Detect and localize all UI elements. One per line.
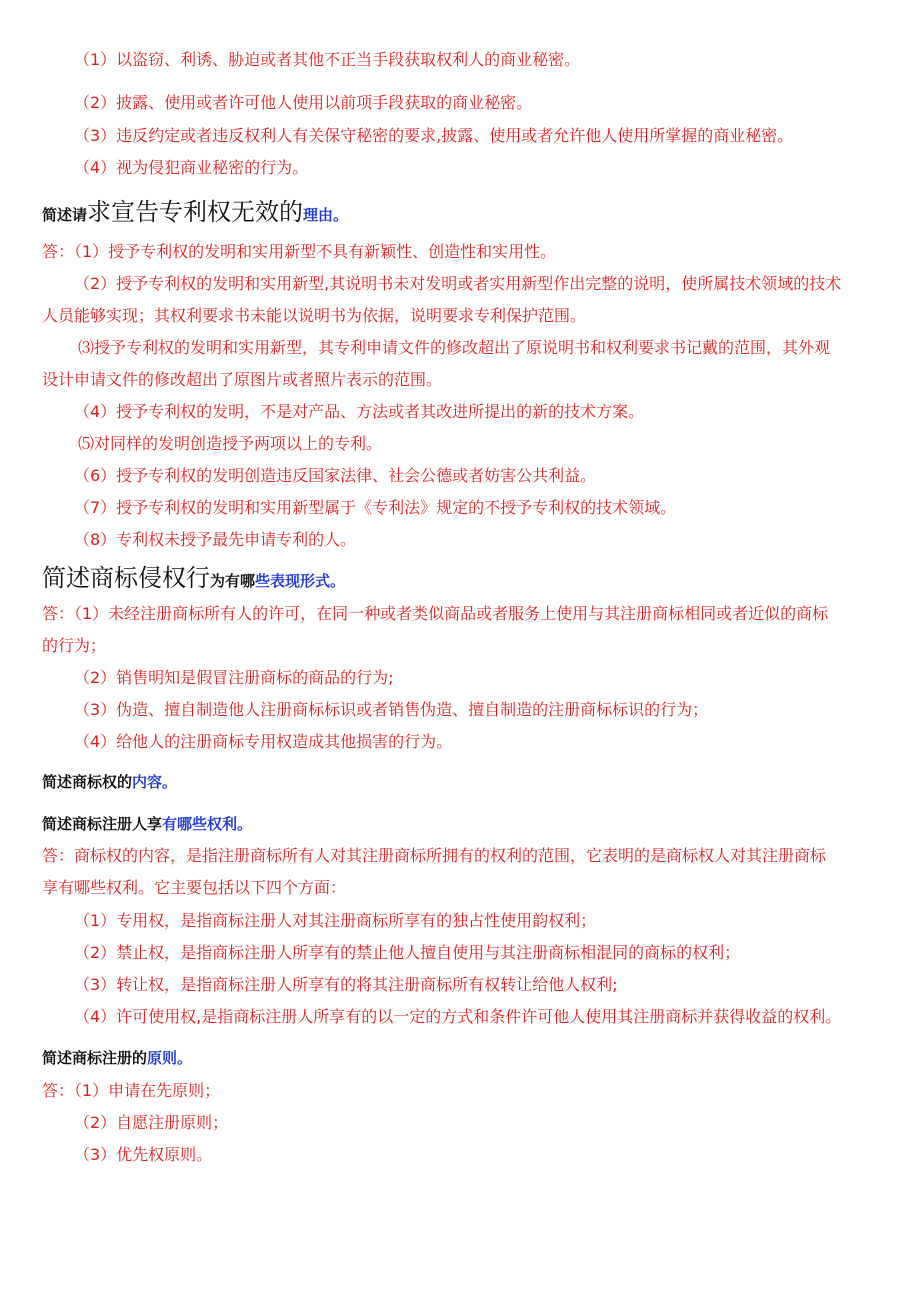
sec5-answer-line: （2）禁止权，是指商标注册人所享有的禁止他人擅自使用与其注册商标相混同的商标的权利；	[74, 943, 741, 962]
sec1-item-3: （3）违反约定或者违反权利人有关保守秘密的要求,披露、使用或者允许他人使用所掌握的商业秘密。	[74, 126, 794, 145]
sec1-item-1: （1）以盗窃、利诱、胁迫或者其他不正当手段获取权利人的商业秘密。	[74, 50, 581, 69]
sec5-answer-line: （4）许可使用权,是指商标注册人所享有的以一定的方式和条件许可他人使用其注册商标并获得收益的权利。	[74, 1007, 842, 1026]
sec3-heading: 简述商标侵权行为有哪些表现形式。	[42, 564, 346, 592]
sec3-answer-line: 答：（1）未经注册商标所有人的许可，在同一种或者类似商品或者服务上使用与其注册商标相同或者近似的商标	[42, 604, 829, 623]
sec5-answer-line: 答：商标权的内容，是指注册商标所有人对其注册商标所拥有的权利的范围，它表明的是商标权人对其注册商标	[42, 846, 827, 865]
sec6-answer-line: 答：（1）申请在先原则；	[42, 1081, 221, 1100]
sec3-answer-line: （4）给他人的注册商标专用权造成其他损害的行为。	[74, 732, 453, 751]
sec5-answer-line: （1）专用权，是指商标注册人对其注册商标所享有的独占性使用韵权利；	[74, 911, 597, 930]
sec2-answer-line: 答：（1）授予专利权的发明和实用新型不具有新颖性、创造性和实用性。	[42, 242, 557, 261]
sec1-item-2: （2）披露、使用或者许可他人使用以前项手段获取的商业秘密。	[74, 93, 533, 112]
sec5-heading: 简述商标注册人享有哪些权利。	[42, 815, 253, 833]
sec2-answer-line: ⑶授予专利权的发明和实用新型，其专利申请文件的修改超出了原说明书和权利要求书记戴的范围，其外观	[78, 338, 831, 357]
sec2-answer-line: （7）授予专利权的发明和实用新型属于《专利法》规定的不授予专利权的技术领域。	[74, 498, 677, 517]
sec3-answer-line: （3）伪造、擅自制造他人注册商标标识或者销售伪造、擅自制造的注册商标标识的行为；	[74, 700, 709, 719]
sec6-heading: 简述商标注册的原则。	[42, 1049, 193, 1067]
sec2-answer-line: 人员能够实现；其权利要求书未能以说明书为依据，说明要求专利保护范围。	[42, 306, 587, 325]
sec5-answer-line: 享有哪些权利。它主要包括以下四个方面：	[42, 878, 347, 897]
sec5-answer-line: （3）转让权，是指商标注册人所享有的将其注册商标所有权转让给他人权利;	[74, 975, 618, 994]
sec2-answer-line: （8）专利权未授予最先申请专利的人。	[74, 530, 357, 549]
sec6-answer-line: （3）优先权原则。	[74, 1145, 213, 1164]
sec2-heading: 简述请求宣告专利权无效的理由。	[42, 198, 349, 226]
sec2-answer-line: ⑸对同样的发明创造授予两项以上的专利。	[78, 434, 383, 453]
sec4-heading: 简述商标权的内容。	[42, 773, 178, 791]
sec3-answer-line: 的行为；	[42, 636, 107, 655]
sec2-answer-line: （4）授予专利权的发明，不是对产品、方法或者其改进所提出的新的技术方案。	[74, 402, 645, 421]
sec2-answer-line: （6）授予专利权的发明创造违反国家法律、社会公德或者妨害公共利益。	[74, 466, 597, 485]
sec1-item-4: （4）视为侵犯商业秘密的行为。	[74, 158, 309, 177]
sec3-answer-line: （2）销售明知是假冒注册商标的商品的行为;	[74, 668, 394, 687]
sec2-answer-line: 设计申请文件的修改超出了原图片或者照片表示的范围。	[42, 370, 443, 389]
sec2-answer-line: （2）授予专利权的发明和实用新型,其说明书未对发明或者实用新型作出完整的说明，使所属技术领域的技术	[74, 274, 842, 293]
sec6-answer-line: （2）自愿注册原则；	[74, 1113, 229, 1132]
